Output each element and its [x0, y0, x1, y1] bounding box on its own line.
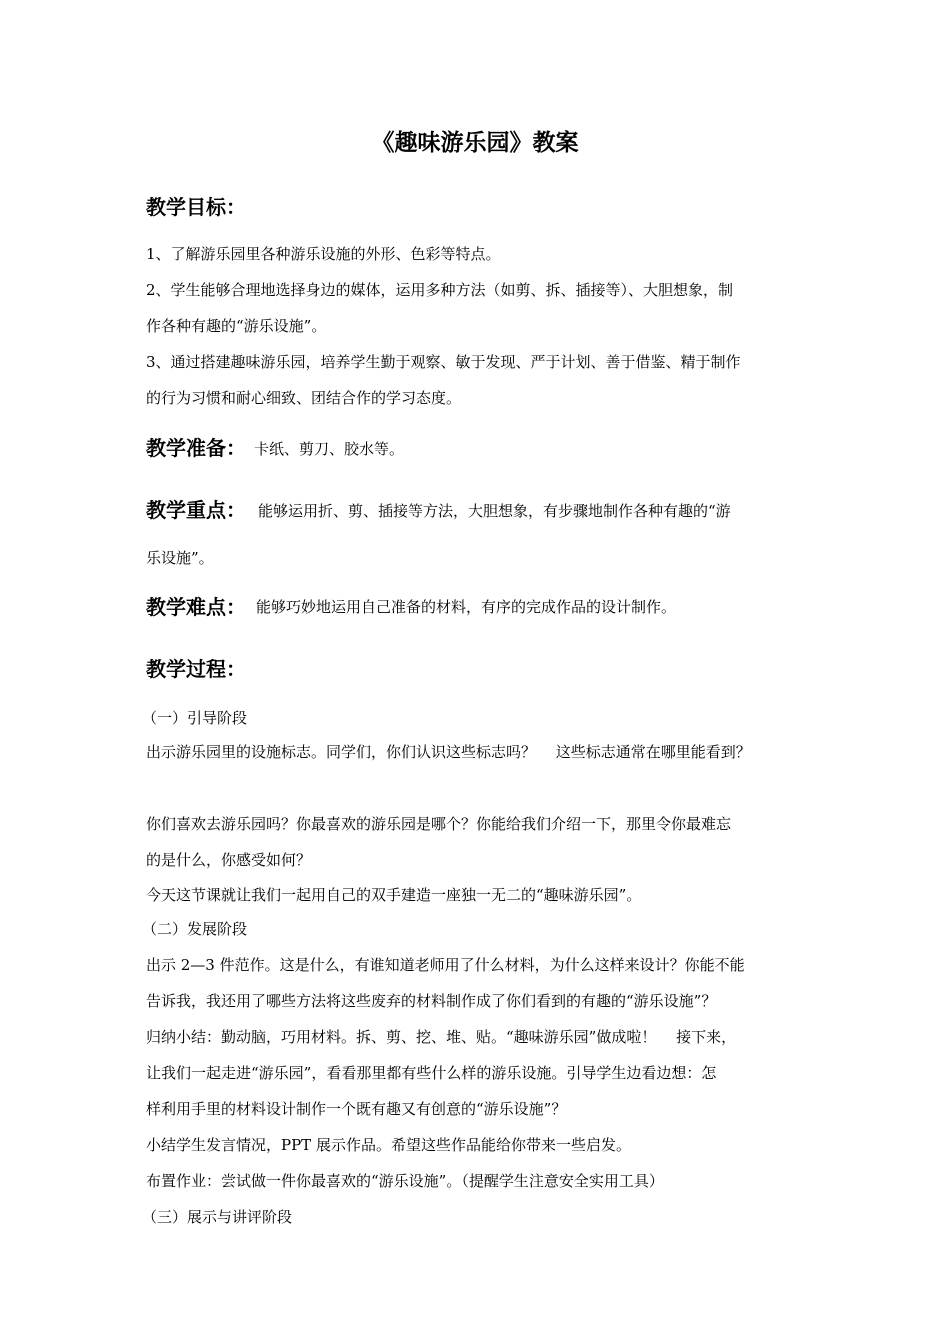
difficulty-heading: 教学难点： — [146, 595, 246, 619]
objective-line: 1、了解游乐园里各种游乐设施的外形、色彩等特点。 — [146, 245, 501, 263]
stage-heading: （二）发展阶段 — [142, 920, 248, 938]
objective-line: 的行为习惯和耐心细致、团结合作的学习态度。 — [146, 389, 462, 407]
stage-line: 让我们一起走进“游乐园”，看看那里都有些什么样的游乐设施。引导学生边看边想：怎 — [146, 1064, 717, 1082]
stage-line: 你们喜欢去游乐园吗？你最喜欢的游乐园是哪个？你能给我们介绍一下，那里令你最难忘 — [146, 815, 732, 833]
key-text: 能够运用折、剪、插接等方法，大胆想象，有步骤地制作各种有趣的“游 — [258, 502, 731, 520]
stage-line: 小结学生发言情况，PPT 展示作品。希望这些作品能给你带来一些启发。 — [146, 1136, 631, 1154]
objective-line: 作各种有趣的“游乐设施”。 — [146, 317, 327, 335]
key-heading: 教学重点： — [146, 498, 246, 522]
stage-line: 样利用手里的材料设计制作一个既有趣又有创意的“游乐设施”？ — [146, 1100, 567, 1118]
document-title: 《趣味游乐园》教案 — [371, 129, 579, 156]
stage-line: 布置作业：尝试做一件你最喜欢的“游乐设施”。（提醒学生注意安全实用工具） — [146, 1172, 664, 1190]
stage-line: 归纳小结：勤动脑，巧用材料。拆、剪、挖、堆、贴。“趣味游乐园”做成啦！ 接下来， — [146, 1028, 737, 1046]
stage-heading: （一）引导阶段 — [142, 709, 248, 727]
objective-line: 3、通过搭建趣味游乐园，培养学生勤于观察、敏于发现、严于计划、善于借鉴、精于制作 — [146, 353, 741, 371]
process-heading: 教学过程： — [146, 657, 246, 681]
objectives-heading: 教学目标： — [146, 195, 246, 219]
stage-line: 出示 2—3 件范作。这是什么，有谁知道老师用了什么材料，为什么这样来设计？你能不能 — [146, 956, 745, 974]
stage-line: 的是什么，你感受如何？ — [146, 851, 312, 869]
stage-line: 今天这节课就让我们一起用自己的双手建造一座独一无二的“趣味游乐园”。 — [146, 886, 642, 904]
prep-text: 卡纸、剪刀、胶水等。 — [254, 440, 405, 458]
prep-heading: 教学准备： — [146, 436, 246, 460]
objective-line: 2、学生能够合理地选择身边的媒体，运用多种方法（如剪、拆、插接等）、大胆想象，制 — [146, 281, 734, 299]
stage-line: 告诉我，我还用了哪些方法将这些废弃的材料制作成了你们看到的有趣的“游乐设施”？ — [146, 992, 717, 1010]
difficulty-text: 能够巧妙地运用自己准备的材料，有序的完成作品的设计制作。 — [256, 598, 677, 616]
key-text-continued: 乐设施”。 — [146, 549, 214, 567]
stage-line: 出示游乐园里的设施标志。同学们，你们认识这些标志吗？ 这些标志通常在哪里能看到？ — [146, 743, 751, 761]
stage-heading: （三）展示与讲评阶段 — [142, 1208, 293, 1226]
